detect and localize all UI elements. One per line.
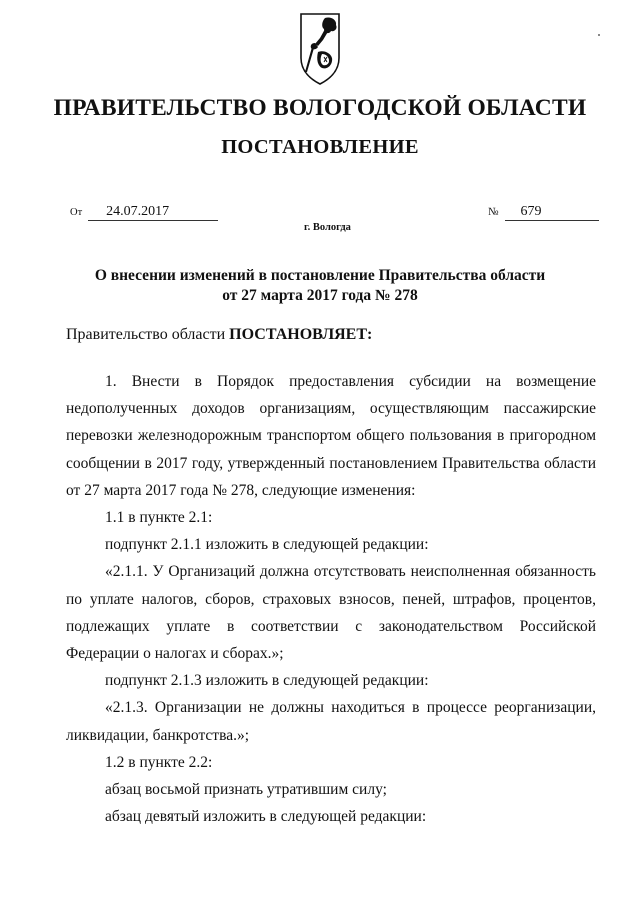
paragraph-item-1: 1. Внести в Порядок предоставления субсидии на возмещение недополученных доходов организациям, осуществляющим пассажирские перевозки железнодорожным транспортом общего пользования в пригородном сообщении в 2017 году, утвержденный постановлением Правительства области от 27 марта 2017 года № 278, следующие изменения: xyxy=(66,373,596,499)
document-type-title: ПОСТАНОВЛЕНИЕ xyxy=(221,136,419,158)
vologda-coat-of-arms-icon xyxy=(298,10,342,86)
decree-prefix: Правительство области xyxy=(66,326,226,343)
document-subject xyxy=(0,266,640,306)
decree-verb: ПОСТАНОВЛЯЕТ: xyxy=(229,326,373,343)
number-label: № xyxy=(488,206,499,218)
number-value: 679 xyxy=(505,204,599,221)
document-number xyxy=(488,203,599,221)
document-body xyxy=(66,368,596,830)
city-name: г. Вологда xyxy=(304,222,351,233)
paragraph-quote-2-1-1: «2.1.1. У Организаций должна отсутствовать неисполненная обязанность по уплате налогов, сборов, страховых взносов, пеней, штрафов, процентов, подлежащих уплате в соответствии с законодательством Российской Федерации о налогах и сборах.»; xyxy=(66,563,596,663)
paragraph-ninth-abzac: абзац девятый изложить в следующей редакции: xyxy=(105,808,427,826)
paragraph-quote-2-1-3: «2.1.3. Организации не должны находиться в процессе реорганизации, ликвидации, банкротства.»; xyxy=(66,699,596,744)
paragraph-subpoint-2-1-1: подпункт 2.1.1 изложить в следующей редакции: xyxy=(105,536,429,554)
paragraph-1-1: 1.1 в пункте 2.1: xyxy=(105,509,213,527)
subject-line-2: от 27 марта 2017 года № 278 xyxy=(222,287,418,304)
scan-mark xyxy=(598,34,600,36)
paragraph-1-2: 1.2 в пункте 2.2: xyxy=(105,753,213,771)
paragraph-eighth-abzac: абзац восьмой признать утратившим силу; xyxy=(105,781,387,799)
date-label: От xyxy=(70,207,83,218)
paragraph-subpoint-2-1-3: подпункт 2.1.3 изложить в следующей редакции: xyxy=(105,672,429,690)
date-value: 24.07.2017 xyxy=(88,204,218,221)
government-title: ПРАВИТЕЛЬСТВО ВОЛОГОДСКОЙ ОБЛАСТИ xyxy=(53,95,587,121)
decree-statement xyxy=(66,326,372,344)
document-date xyxy=(70,203,218,221)
subject-line-1: О внесении изменений в постановление Правительства области xyxy=(94,267,546,284)
